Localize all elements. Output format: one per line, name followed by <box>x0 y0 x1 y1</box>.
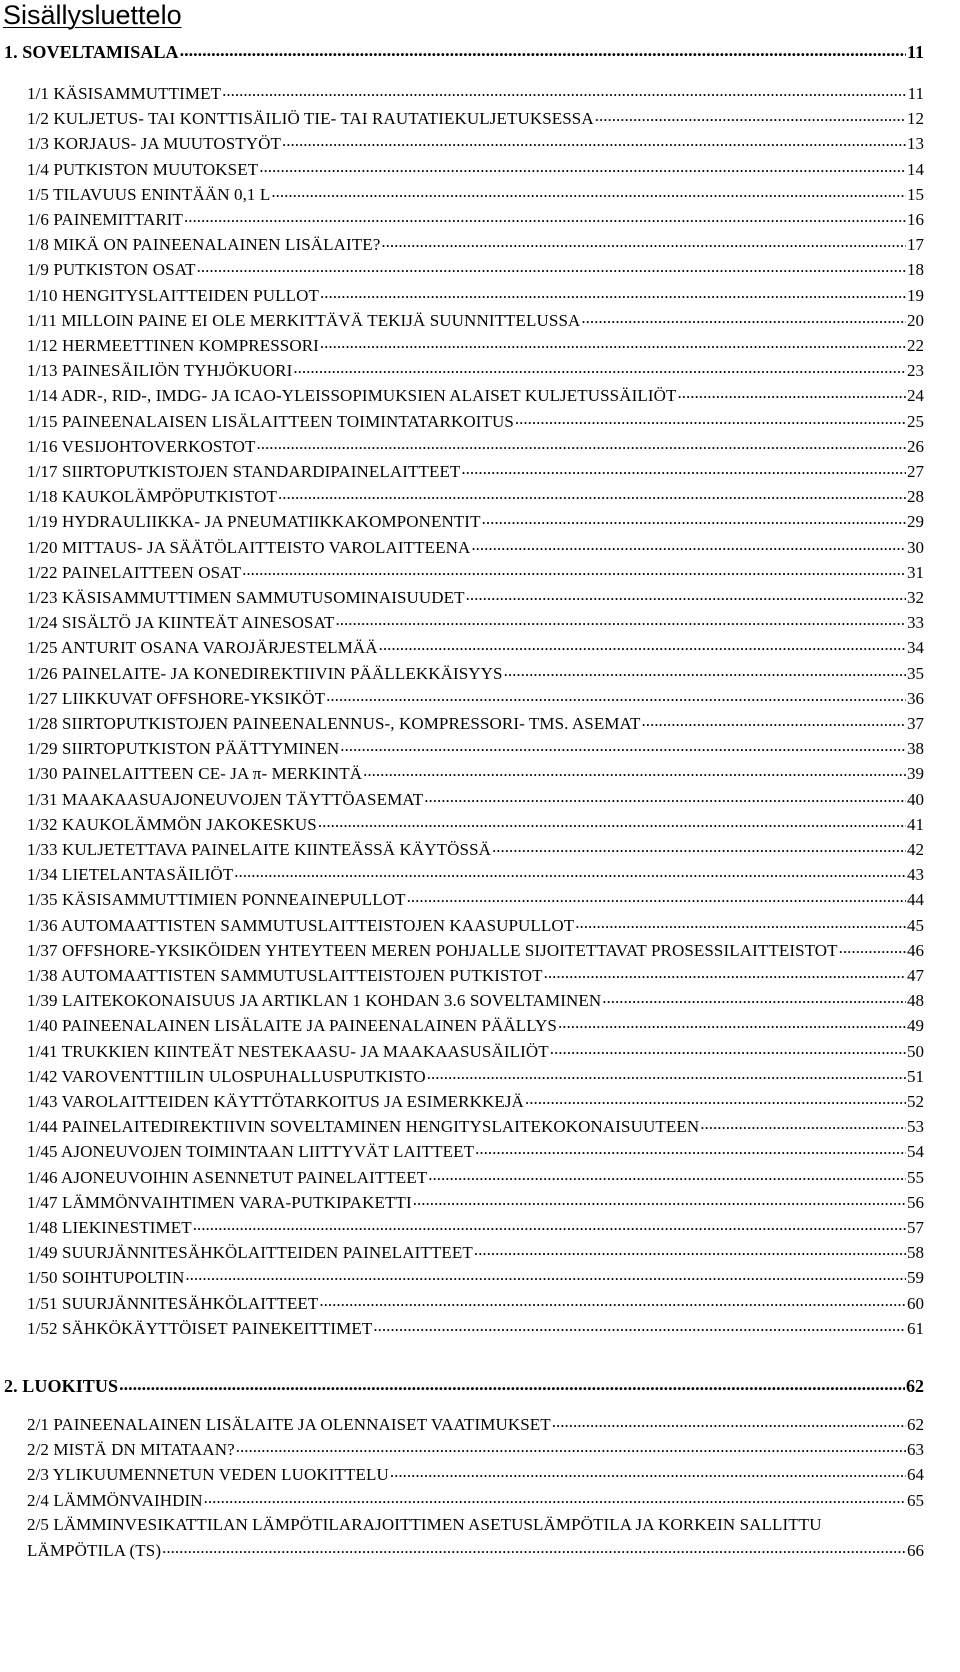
dot-leader <box>474 1140 906 1157</box>
page-number: 22 <box>907 336 924 355</box>
toc-entry-link[interactable] <box>27 964 924 987</box>
toc-entry-link[interactable] <box>27 561 924 584</box>
toc-entry-link[interactable] <box>27 309 924 332</box>
entry-title: 1/48 LIEKINESTIMET <box>27 1218 192 1237</box>
page-number: 54 <box>907 1142 924 1162</box>
page-number: 17 <box>907 235 924 255</box>
dot-leader <box>196 258 906 275</box>
dot-leader <box>481 510 906 527</box>
toc-entry-link[interactable] <box>27 888 924 911</box>
dot-leader <box>641 712 906 729</box>
page-number: 11 <box>907 84 924 103</box>
toc-entry-link[interactable] <box>27 1216 924 1239</box>
dot-leader <box>235 1438 906 1455</box>
entry-title: 1/34 LIETELANTASÄILIÖT <box>27 865 234 885</box>
dot-leader <box>838 939 906 956</box>
page-number: 31 <box>907 562 924 582</box>
toc-entry-link[interactable] <box>27 410 924 433</box>
toc-entry-link[interactable] <box>27 158 924 181</box>
entry-title: 1/17 SIIRTOPUTKISTOJEN STANDARDIPAINELAITTEET <box>27 462 461 481</box>
toc-entry-link[interactable] <box>27 1266 924 1289</box>
toc-entry-link[interactable] <box>27 636 924 659</box>
entry-title: 1/12 HERMEETTINEN KOMPRESSORI <box>27 336 319 355</box>
toc-entry-link[interactable] <box>27 460 924 483</box>
toc-entry-link[interactable] <box>27 1489 924 1512</box>
dot-leader <box>362 762 906 779</box>
toc-entry-link[interactable] <box>27 1463 924 1486</box>
page-number: 42 <box>907 840 924 859</box>
entry-title: 1/24 SISÄLTÖ JA KIINTEÄT AINESOSAT <box>27 613 335 633</box>
toc-entry-link[interactable] <box>27 914 924 937</box>
toc-chapter-link[interactable] <box>4 1374 924 1397</box>
entry-title: 1/37 OFFSHORE-YKSIKÖIDEN YHTEYTEEN MEREN POHJALLE SIJOITETTAVAT PROSESSILAITTEISTOT <box>27 940 838 960</box>
dot-leader <box>594 107 906 124</box>
entry-title: 1/42 VAROVENTTIILIN ULOSPUHALLUSPUTKISTO <box>27 1066 426 1086</box>
toc-entry-link[interactable] <box>27 132 924 155</box>
page-number: 14 <box>907 159 924 179</box>
toc-entry-link[interactable] <box>27 939 924 962</box>
toc-entry-link[interactable] <box>27 334 924 357</box>
dot-leader <box>549 1040 906 1057</box>
page-number: 24 <box>907 386 924 406</box>
dot-leader <box>372 1317 906 1334</box>
toc-entry-link[interactable] <box>27 687 924 710</box>
entry-title: 1/47 LÄMMÖNVAIHTIMEN VARA-PUTKIPAKETTI <box>27 1192 412 1212</box>
page-number: 27 <box>907 462 924 481</box>
page-number: 25 <box>907 411 924 431</box>
toc-entry-link[interactable] <box>27 1514 924 1536</box>
dot-leader <box>699 1115 906 1132</box>
page-number: 38 <box>907 739 924 759</box>
page-number: 19 <box>907 285 924 305</box>
entry-title: 1/23 KÄSISAMMUTTIMEN SAMMUTUSOMINAISUUDET <box>27 588 465 607</box>
entry-title: 1/41 TRUKKIEN KIINTEÄT NESTEKAASU- JA MAAKAASUSÄILIÖT <box>27 1041 549 1061</box>
page-number: 13 <box>907 134 924 154</box>
entry-title: 1/40 PAINEENALAINEN LISÄLAITE JA PAINEENALAINEN PÄÄLLYS <box>27 1016 557 1036</box>
toc-entry-link[interactable] <box>27 1317 924 1340</box>
toc-entry-link[interactable] <box>27 183 924 206</box>
page-number: 65 <box>907 1490 924 1510</box>
toc-entry-link[interactable] <box>27 788 924 811</box>
dot-leader <box>389 1463 906 1480</box>
toc-entry-link[interactable] <box>27 510 924 533</box>
entry-title: 1/43 VAROLAITTEIDEN KÄYTTÖTARKOITUS JA ESIMERKKEJÄ <box>27 1092 524 1111</box>
toc-entry-link[interactable] <box>27 737 924 760</box>
dot-leader <box>580 309 906 326</box>
toc-entry-link[interactable] <box>27 1241 924 1264</box>
entry-title: 1/5 TILAVUUS ENINTÄÄN 0,1 L <box>27 184 271 204</box>
page-number: 48 <box>907 991 924 1011</box>
page-number: 16 <box>907 210 924 229</box>
entry-title: 1/33 KULJETETTAVA PAINELAITE KIINTEÄSSÄ KÄYTÖSSÄ <box>27 840 492 859</box>
page-number: 58 <box>907 1243 924 1263</box>
page-number: 39 <box>907 764 924 784</box>
page-number: 60 <box>907 1293 924 1313</box>
entry-title: 1/20 MITTAUS- JA SÄÄTÖLAITTEISTO VAROLAITTEENA <box>27 537 471 557</box>
entry-title: 1/46 AJONEUVOIHIN ASENNETUT PAINELAITTEET <box>27 1167 428 1187</box>
toc-entry-link[interactable] <box>27 662 924 685</box>
entry-title: 1/13 PAINESÄILIÖN TYHJÖKUORI <box>27 361 293 381</box>
toc-entry-continuation[interactable] <box>27 1539 924 1562</box>
page-number: 55 <box>907 1167 924 1187</box>
dot-leader <box>325 687 906 704</box>
dot-leader <box>460 460 906 477</box>
toc-entry-link[interactable] <box>27 1040 924 1063</box>
dot-leader <box>473 1241 906 1258</box>
entry-title: 2/2 MISTÄ DN MITATAAN? <box>27 1440 235 1460</box>
toc-entry-link[interactable] <box>27 611 924 634</box>
page-number: 63 <box>907 1440 924 1460</box>
page-number: 32 <box>907 588 924 607</box>
dot-leader <box>277 485 906 502</box>
page-number: 34 <box>907 638 924 658</box>
toc-entry-link[interactable] <box>27 435 924 458</box>
page-number: 61 <box>907 1318 924 1338</box>
toc-entry-link[interactable] <box>27 485 924 508</box>
entry-title: 1/52 SÄHKÖKÄYTTÖISET PAINEKEITTIMET <box>27 1318 373 1338</box>
dot-leader <box>514 410 906 427</box>
dot-leader <box>319 334 906 351</box>
dot-leader <box>470 536 906 553</box>
dot-leader <box>426 1065 906 1082</box>
toc-entry-link[interactable] <box>27 813 924 836</box>
dot-leader <box>241 561 906 578</box>
entry-title: 1/50 SOIHTUPOLTIN <box>27 1268 185 1288</box>
toc-entry-link[interactable] <box>27 1413 924 1436</box>
dot-leader <box>258 158 906 175</box>
toc-entry-link[interactable] <box>27 1292 924 1315</box>
dot-leader <box>378 636 906 653</box>
entry-title: 1/9 PUTKISTON OSAT <box>27 260 196 280</box>
dot-leader <box>221 82 907 99</box>
page-number: 46 <box>907 940 924 960</box>
entry-title: 1/35 KÄSISAMMUTTIMIEN PONNEAINEPULLOT <box>27 890 406 910</box>
dot-leader <box>203 1489 906 1506</box>
page-number: 62 <box>907 1415 924 1434</box>
dot-leader <box>423 788 906 805</box>
entry-title: 2/5 LÄMMINVESIKATTILAN LÄMPÖTILARAJOITTIMEN ASETUSLÄMPÖTILA JA KORKEIN SALLITTU <box>27 1514 822 1534</box>
dot-leader <box>118 1374 905 1392</box>
chapter-title: 2. LUOKITUS <box>4 1376 119 1396</box>
entry-title: 1/22 PAINELAITTEEN OSAT <box>27 562 242 582</box>
dot-leader <box>427 1166 906 1183</box>
toc-entry-link[interactable] <box>27 1014 924 1037</box>
dot-leader <box>491 838 906 855</box>
toc-entry-link[interactable] <box>27 586 924 609</box>
toc-entry-link[interactable] <box>27 359 924 382</box>
page-number: 12 <box>907 109 924 129</box>
toc-entry-link[interactable] <box>27 1140 924 1163</box>
entry-title: 1/27 LIIKKUVAT OFFSHORE-YKSIKÖT <box>27 688 326 708</box>
entry-title: 1/11 MILLOIN PAINE EI OLE MERKITTÄVÄ TEKIJÄ SUUNNITTELUSSA <box>27 310 581 330</box>
dot-leader <box>183 208 906 225</box>
toc-entry-link[interactable] <box>27 1191 924 1214</box>
dot-leader <box>179 40 906 58</box>
page-number: 41 <box>907 814 924 834</box>
dot-leader <box>406 888 906 905</box>
entry-title: 1/15 PAINEENALAISEN LISÄLAITTEEN TOIMINTATARKOITUS <box>27 411 514 431</box>
dot-leader <box>412 1191 906 1208</box>
dot-leader <box>281 132 906 149</box>
entry-title: 1/38 AUTOMAATTISTEN SAMMUTUSLAITTEISTOJEN PUTKISTOT <box>27 966 543 985</box>
entry-title: 1/2 KULJETUS- TAI KONTTISÄILIÖ TIE- TAI RAUTATIEKULJETUKSESSA <box>27 109 594 129</box>
page-number: 47 <box>907 966 924 985</box>
entry-title: 1/8 MIKÄ ON PAINEENALAINEN LISÄLAITE? <box>27 235 381 255</box>
page-number: 45 <box>907 915 924 935</box>
dot-leader <box>380 233 906 250</box>
entry-title-continuation: LÄMPÖTILA (TS) <box>27 1541 162 1560</box>
entry-title: 1/25 ANTURIT OSANA VAROJÄRJESTELMÄÄ <box>27 638 378 658</box>
page-number: 35 <box>907 663 924 683</box>
dot-leader <box>192 1216 906 1233</box>
dot-leader <box>551 1413 906 1430</box>
page-number: 66 <box>907 1541 924 1560</box>
page-number: 43 <box>907 865 924 885</box>
page-number: 49 <box>907 1016 924 1036</box>
dot-leader <box>557 1014 906 1031</box>
toc-entry-link[interactable] <box>27 1115 924 1138</box>
entry-title: 1/51 SUURJÄNNITESÄHKÖLAITTEET <box>27 1293 319 1313</box>
page-title: Sisällysluettelo <box>3 0 182 30</box>
toc-entry-link[interactable] <box>27 1438 924 1461</box>
entry-title: 1/32 KAUKOLÄMMÖN JAKOKESKUS <box>27 814 317 834</box>
chapter-title: 1. SOVELTAMISALA <box>4 42 179 62</box>
dot-leader <box>292 359 906 376</box>
entry-title: 1/16 VESIJOHTOVERKOSTOT <box>27 436 256 456</box>
toc-entry-link[interactable] <box>27 536 924 559</box>
page-number: 26 <box>907 436 924 456</box>
toc-entry-link[interactable] <box>27 838 924 861</box>
entry-title: 1/1 KÄSISAMMUTTIMET <box>27 84 222 103</box>
page-number: 56 <box>907 1192 924 1212</box>
dot-leader <box>543 964 906 981</box>
toc-entry-link[interactable] <box>27 762 924 785</box>
toc-entry-link[interactable] <box>27 107 924 130</box>
entry-title: 2/4 LÄMMÖNVAIHDIN <box>27 1490 203 1510</box>
dot-leader <box>233 863 906 880</box>
entry-title: 1/28 SIIRTOPUTKISTOJEN PAINEENALENNUS-, KOMPRESSORI- TMS. ASEMAT <box>27 714 641 733</box>
dot-leader <box>524 1090 906 1107</box>
toc-chapter-link[interactable] <box>4 40 924 63</box>
page-number: 59 <box>907 1268 924 1288</box>
page-number: 18 <box>907 260 924 280</box>
dot-leader <box>184 1266 906 1283</box>
toc-entry-link[interactable] <box>27 258 924 281</box>
dot-leader <box>335 611 906 628</box>
page-number: 40 <box>907 789 924 809</box>
page-number: 51 <box>907 1066 924 1086</box>
page-number: 50 <box>907 1041 924 1061</box>
dot-leader <box>319 284 906 301</box>
entry-title: 2/3 YLIKUUMENNETUN VEDEN LUOKITTELU <box>27 1465 389 1485</box>
dot-leader <box>161 1539 906 1556</box>
page-number: 64 <box>907 1465 924 1485</box>
entry-title: 2/1 PAINEENALAINEN LISÄLAITE JA OLENNAISET VAATIMUKSET <box>27 1415 551 1434</box>
toc-entry-link[interactable] <box>27 82 924 105</box>
dot-leader <box>317 813 906 830</box>
entry-title: 1/19 HYDRAULIIKKA- JA PNEUMATIIKKAKOMPONENTIT <box>27 512 481 532</box>
toc-entry-link[interactable] <box>27 208 924 231</box>
dot-leader <box>601 989 906 1006</box>
dot-leader <box>676 384 906 401</box>
toc-entry-link[interactable] <box>27 233 924 256</box>
page-number: 53 <box>907 1117 924 1137</box>
entry-title: 1/29 SIIRTOPUTKISTON PÄÄTTYMINEN <box>27 739 340 759</box>
page-number: 23 <box>907 361 924 381</box>
entry-title: 1/18 KAUKOLÄMPÖPUTKISTOT <box>27 487 278 507</box>
dot-leader <box>465 586 906 603</box>
entry-title: 1/39 LAITEKOKONAISUUS JA ARTIKLAN 1 KOHDAN 3.6 SOVELTAMINEN <box>27 991 602 1011</box>
entry-title: 1/44 PAINELAITEDIREKTIIVIN SOVELTAMINEN HENGITYSLAITEKOKONAISUUTEEN <box>27 1117 700 1137</box>
dot-leader <box>503 662 906 679</box>
page-number: 20 <box>907 310 924 330</box>
entry-title: 1/36 AUTOMAATTISTEN SAMMUTUSLAITTEISTOJEN KAASUPULLOT <box>27 915 575 935</box>
page-number: 28 <box>907 487 924 507</box>
page-number: 57 <box>907 1218 924 1237</box>
entry-title: 1/10 HENGITYSLAITTEIDEN PULLOT <box>27 285 319 305</box>
toc-entry-link[interactable] <box>27 1090 924 1113</box>
entry-title: 1/45 AJONEUVOJEN TOIMINTAAN LIITTYVÄT LAITTEET <box>27 1142 475 1162</box>
entry-title: 1/26 PAINELAITE- JA KONEDIREKTIIVIN PÄÄLLEKKÄISYYS <box>27 663 503 683</box>
entry-title: 1/30 PAINELAITTEEN CE- JA π- MERKINTÄ <box>27 764 363 784</box>
toc-entry-link[interactable] <box>27 384 924 407</box>
dot-leader <box>339 737 906 754</box>
entry-title: 1/4 PUTKISTON MUUTOKSET <box>27 159 259 179</box>
dot-leader <box>270 183 906 200</box>
entry-title: 1/31 MAAKAASUAJONEUVOJEN TÄYTTÖASEMAT <box>27 789 424 809</box>
toc-entry-link[interactable] <box>27 863 924 886</box>
dot-leader <box>256 435 906 452</box>
dot-leader <box>318 1292 906 1309</box>
page-number: 44 <box>907 890 924 910</box>
page-number: 11 <box>906 42 924 62</box>
entry-title: 1/14 ADR-, RID-, IMDG- JA ICAO-YLEISSOPIMUKSIEN ALAISET KULJETUSSÄILIÖT <box>27 386 677 406</box>
entry-title: 1/3 KORJAUS- JA MUUTOSTYÖT <box>27 134 282 154</box>
entry-title: 1/49 SUURJÄNNITESÄHKÖLAITTEIDEN PAINELAITTEET <box>27 1243 473 1263</box>
toc-entry-link[interactable] <box>27 1065 924 1088</box>
page-number: 33 <box>907 613 924 633</box>
entry-title: 1/6 PAINEMITTARIT <box>27 210 184 229</box>
page-number: 15 <box>907 184 924 204</box>
page-number: 36 <box>907 688 924 708</box>
page-number: 30 <box>907 537 924 557</box>
page-number: 52 <box>907 1092 924 1111</box>
dot-leader <box>574 914 906 931</box>
page-number: 37 <box>907 714 924 733</box>
page-number: 62 <box>906 1376 924 1396</box>
toc-entry-link[interactable] <box>27 712 924 735</box>
toc-entry-link[interactable] <box>27 1166 924 1189</box>
toc-entry-link[interactable] <box>27 989 924 1012</box>
page-number: 29 <box>907 512 924 532</box>
toc-entry-link[interactable] <box>27 284 924 307</box>
